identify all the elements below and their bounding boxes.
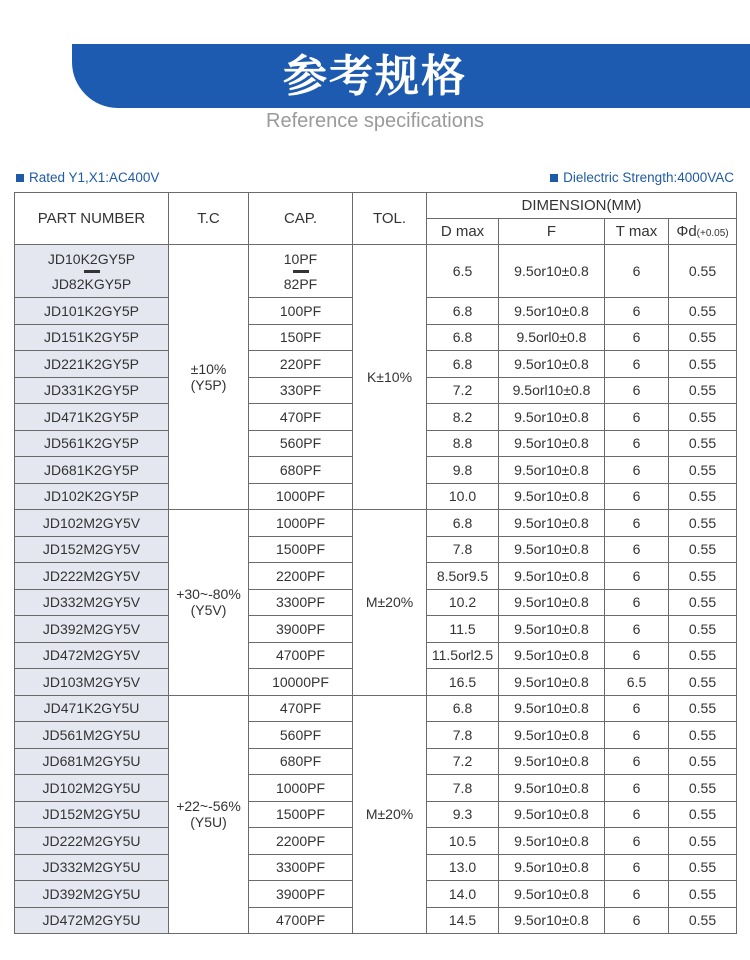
tc-value: +22~-56% — [176, 798, 241, 815]
t-max-cell: 6 — [605, 642, 669, 669]
cap-cell: 150PF — [249, 324, 353, 351]
tc-class: (Y5U) — [190, 814, 227, 831]
tol-cell-y5p: K±10% — [353, 245, 427, 510]
phi-d-cell: 0.55 — [669, 298, 737, 325]
f-cell: 9.5or10±0.8 — [499, 430, 605, 457]
header-f: F — [499, 219, 605, 245]
d-max-cell: 7.2 — [427, 377, 499, 404]
f-cell: 9.5or10±0.8 — [499, 510, 605, 537]
cap-cell: 560PF — [249, 722, 353, 749]
rated-voltage-label — [16, 170, 159, 185]
cap-cell: 220PF — [249, 351, 353, 378]
t-max-cell: 6 — [605, 457, 669, 484]
part-number-cell: JD103M2GY5V — [15, 669, 169, 696]
cap-cell: 470PF — [249, 695, 353, 722]
cap-cell: 10000PF — [249, 669, 353, 696]
phi-d-cell: 0.55 — [669, 563, 737, 590]
cap-cell: 560PF — [249, 430, 353, 457]
phi-d-cell: 0.55 — [669, 404, 737, 431]
phi-d-cell: 0.55 — [669, 748, 737, 775]
part-number-cell: JD681K2GY5P — [15, 457, 169, 484]
t-max-cell: 6 — [605, 907, 669, 934]
header-d-max: D max — [427, 219, 499, 245]
d-max-cell: 10.5 — [427, 828, 499, 855]
d-max-cell: 8.8 — [427, 430, 499, 457]
part-number-cell: JD101K2GY5P — [15, 298, 169, 325]
cap-cell: 680PF — [249, 748, 353, 775]
f-cell: 9.5or10±0.8 — [499, 907, 605, 934]
part-number-cell: JD331K2GY5P — [15, 377, 169, 404]
f-cell: 9.5or10±0.8 — [499, 775, 605, 802]
part-number-cell: JD222M2GY5V — [15, 563, 169, 590]
table-row — [15, 510, 737, 537]
phi-d-cell: 0.55 — [669, 377, 737, 404]
f-cell: 9.5orl10±0.8 — [499, 377, 605, 404]
cap-cell: 3300PF — [249, 589, 353, 616]
f-cell: 9.5or10±0.8 — [499, 801, 605, 828]
tc-value: ±10% — [190, 361, 227, 377]
f-cell: 9.5or10±0.8 — [499, 828, 605, 855]
square-bullet-icon — [16, 174, 24, 182]
t-max-cell: 6 — [605, 722, 669, 749]
part-number-cell: JD152M2GY5V — [15, 536, 169, 563]
phi-d-cell: 0.55 — [669, 722, 737, 749]
part-number-cell: JD332M2GY5V — [15, 589, 169, 616]
t-max-cell: 6 — [605, 589, 669, 616]
d-max-cell: 6.5 — [427, 245, 499, 298]
range-dash — [293, 270, 309, 273]
t-max-cell: 6 — [605, 245, 669, 298]
cap-cell: 4700PF — [249, 642, 353, 669]
phi-d-cell: 0.55 — [669, 616, 737, 643]
d-max-cell: 11.5orl2.5 — [427, 642, 499, 669]
f-cell: 9.5or10±0.8 — [499, 881, 605, 908]
f-cell: 9.5or10±0.8 — [499, 669, 605, 696]
part-number-cell: JD471K2GY5P — [15, 404, 169, 431]
header-t-max: T max — [605, 219, 669, 245]
d-max-cell: 10.0 — [427, 483, 499, 510]
phi-d-cell: 0.55 — [669, 351, 737, 378]
tc-cell-y5p — [169, 245, 249, 510]
part-number-cell: JD151K2GY5P — [15, 324, 169, 351]
phi-d-cell: 0.55 — [669, 775, 737, 802]
cap-cell: 3900PF — [249, 616, 353, 643]
d-max-cell: 14.5 — [427, 907, 499, 934]
page-subtitle: Reference specifications — [266, 110, 484, 132]
part-number-range-start: JD10K2GY5P — [47, 250, 136, 267]
phi-d-cell: 0.55 — [669, 245, 737, 298]
t-max-cell: 6 — [605, 616, 669, 643]
cap-cell: 3900PF — [249, 881, 353, 908]
part-number-cell: JD392M2GY5V — [15, 616, 169, 643]
table-row — [15, 245, 737, 298]
d-max-cell: 7.8 — [427, 536, 499, 563]
t-max-cell: 6 — [605, 854, 669, 881]
t-max-cell: 6.5 — [605, 669, 669, 696]
tc-class: (Y5P) — [190, 377, 227, 393]
f-cell: 9.5or10±0.8 — [499, 616, 605, 643]
phi-d-cell: 0.55 — [669, 907, 737, 934]
t-max-cell: 6 — [605, 828, 669, 855]
part-number-cell: JD472M2GY5V — [15, 642, 169, 669]
header-part-number: PART NUMBER — [15, 193, 169, 245]
tol-cell: M±20% — [353, 695, 427, 934]
dielectric-strength-text: Dielectric Strength:4000VAC — [563, 170, 734, 185]
f-cell: 9.5or10±0.8 — [499, 483, 605, 510]
t-max-cell: 6 — [605, 695, 669, 722]
header-cap: CAP. — [249, 193, 353, 245]
f-cell: 9.5or10±0.8 — [499, 748, 605, 775]
phi-d-cell: 0.55 — [669, 669, 737, 696]
part-number-cell: JD681M2GY5U — [15, 748, 169, 775]
cap-cell: 1500PF — [249, 801, 353, 828]
t-max-cell: 6 — [605, 324, 669, 351]
t-max-cell: 6 — [605, 377, 669, 404]
d-max-cell: 7.8 — [427, 722, 499, 749]
square-bullet-icon — [550, 174, 558, 182]
part-number-cell: JD561M2GY5U — [15, 722, 169, 749]
part-number-range-end: JD82KGY5P — [51, 275, 132, 292]
f-cell: 9.5or10±0.8 — [499, 536, 605, 563]
phi-d-cell: 0.55 — [669, 430, 737, 457]
d-max-cell: 6.8 — [427, 298, 499, 325]
phi-d-cell: 0.55 — [669, 642, 737, 669]
phi-d-cell: 0.55 — [669, 510, 737, 537]
d-max-cell: 13.0 — [427, 854, 499, 881]
cap-cell: 680PF — [249, 457, 353, 484]
tc-cell — [169, 510, 249, 696]
t-max-cell: 6 — [605, 483, 669, 510]
cap-cell: 330PF — [249, 377, 353, 404]
t-max-cell: 6 — [605, 801, 669, 828]
cap-cell: 3300PF — [249, 854, 353, 881]
f-cell: 9.5or10±0.8 — [499, 642, 605, 669]
phi-d-label: Φd — [676, 223, 697, 240]
cap-range-end: 82PF — [283, 275, 318, 292]
d-max-cell: 6.8 — [427, 351, 499, 378]
page-title: 参考规格 — [283, 51, 467, 102]
f-cell: 9.5or10±0.8 — [499, 722, 605, 749]
cap-range-cell — [249, 245, 353, 298]
cap-cell: 1000PF — [249, 510, 353, 537]
t-max-cell: 6 — [605, 881, 669, 908]
part-number-cell: JD152M2GY5U — [15, 801, 169, 828]
header-phi-d — [669, 219, 737, 245]
tc-cell — [169, 695, 249, 934]
f-cell: 9.5or10±0.8 — [499, 854, 605, 881]
f-cell: 9.5orl0±0.8 — [499, 324, 605, 351]
tc-value: +30~-80% — [176, 586, 241, 603]
f-cell: 9.5or10±0.8 — [499, 589, 605, 616]
d-max-cell: 11.5 — [427, 616, 499, 643]
cap-cell: 100PF — [249, 298, 353, 325]
part-number-cell: JD471K2GY5U — [15, 695, 169, 722]
cap-cell: 1000PF — [249, 483, 353, 510]
f-cell: 9.5or10±0.8 — [499, 298, 605, 325]
phi-d-cell: 0.55 — [669, 801, 737, 828]
cap-cell: 2200PF — [249, 828, 353, 855]
part-number-cell: JD472M2GY5U — [15, 907, 169, 934]
d-max-cell: 6.8 — [427, 510, 499, 537]
t-max-cell: 6 — [605, 536, 669, 563]
part-number-cell: JD102M2GY5U — [15, 775, 169, 802]
part-number-cell: JD561K2GY5P — [15, 430, 169, 457]
d-max-cell: 10.2 — [427, 589, 499, 616]
f-cell: 9.5or10±0.8 — [499, 695, 605, 722]
d-max-cell: 14.0 — [427, 881, 499, 908]
range-dash — [84, 270, 100, 273]
t-max-cell: 6 — [605, 563, 669, 590]
phi-d-cell: 0.55 — [669, 324, 737, 351]
t-max-cell: 6 — [605, 510, 669, 537]
d-max-cell: 9.3 — [427, 801, 499, 828]
header-tc: T.C — [169, 193, 249, 245]
t-max-cell: 6 — [605, 430, 669, 457]
cap-cell: 2200PF — [249, 563, 353, 590]
header-dimension: DIMENSION(MM) — [427, 193, 737, 219]
cap-range-start: 10PF — [283, 250, 318, 267]
part-number-cell: JD332M2GY5U — [15, 854, 169, 881]
phi-d-cell: 0.55 — [669, 589, 737, 616]
part-number-cell: JD102K2GY5P — [15, 483, 169, 510]
dielectric-strength-label — [550, 170, 734, 185]
f-cell: 9.5or10±0.8 — [499, 351, 605, 378]
d-max-cell: 8.2 — [427, 404, 499, 431]
phi-d-cell: 0.55 — [669, 854, 737, 881]
f-cell: 9.5or10±0.8 — [499, 404, 605, 431]
phi-d-cell: 0.55 — [669, 483, 737, 510]
t-max-cell: 6 — [605, 298, 669, 325]
f-cell: 9.5or10±0.8 — [499, 563, 605, 590]
cap-cell: 470PF — [249, 404, 353, 431]
f-cell: 9.5or10±0.8 — [499, 457, 605, 484]
cap-cell: 1000PF — [249, 775, 353, 802]
t-max-cell: 6 — [605, 748, 669, 775]
phi-d-cell: 0.55 — [669, 828, 737, 855]
phi-d-cell: 0.55 — [669, 536, 737, 563]
part-number-cell: JD392M2GY5U — [15, 881, 169, 908]
d-max-cell: 6.8 — [427, 324, 499, 351]
cap-cell: 4700PF — [249, 907, 353, 934]
part-number-cell: JD102M2GY5V — [15, 510, 169, 537]
rated-voltage-text: Rated Y1,X1:AC400V — [29, 170, 160, 185]
d-max-cell: 7.2 — [427, 748, 499, 775]
header-tol: TOL. — [353, 193, 427, 245]
tol-cell: M±20% — [353, 510, 427, 696]
phi-d-cell: 0.55 — [669, 881, 737, 908]
t-max-cell: 6 — [605, 404, 669, 431]
d-max-cell: 7.8 — [427, 775, 499, 802]
f-cell: 9.5or10±0.8 — [499, 245, 605, 298]
part-number-cell: JD222M2GY5U — [15, 828, 169, 855]
phi-d-tolerance: (+0.05) — [696, 228, 729, 239]
d-max-cell: 16.5 — [427, 669, 499, 696]
t-max-cell: 6 — [605, 775, 669, 802]
specification-table — [14, 192, 737, 934]
part-number-range-cell — [15, 245, 169, 298]
d-max-cell: 6.8 — [427, 695, 499, 722]
phi-d-cell: 0.55 — [669, 457, 737, 484]
d-max-cell: 8.5or9.5 — [427, 563, 499, 590]
t-max-cell: 6 — [605, 351, 669, 378]
phi-d-cell: 0.55 — [669, 695, 737, 722]
tc-class: (Y5V) — [190, 602, 227, 619]
cap-cell: 1500PF — [249, 536, 353, 563]
part-number-cell: JD221K2GY5P — [15, 351, 169, 378]
table-row — [15, 695, 737, 722]
d-max-cell: 9.8 — [427, 457, 499, 484]
